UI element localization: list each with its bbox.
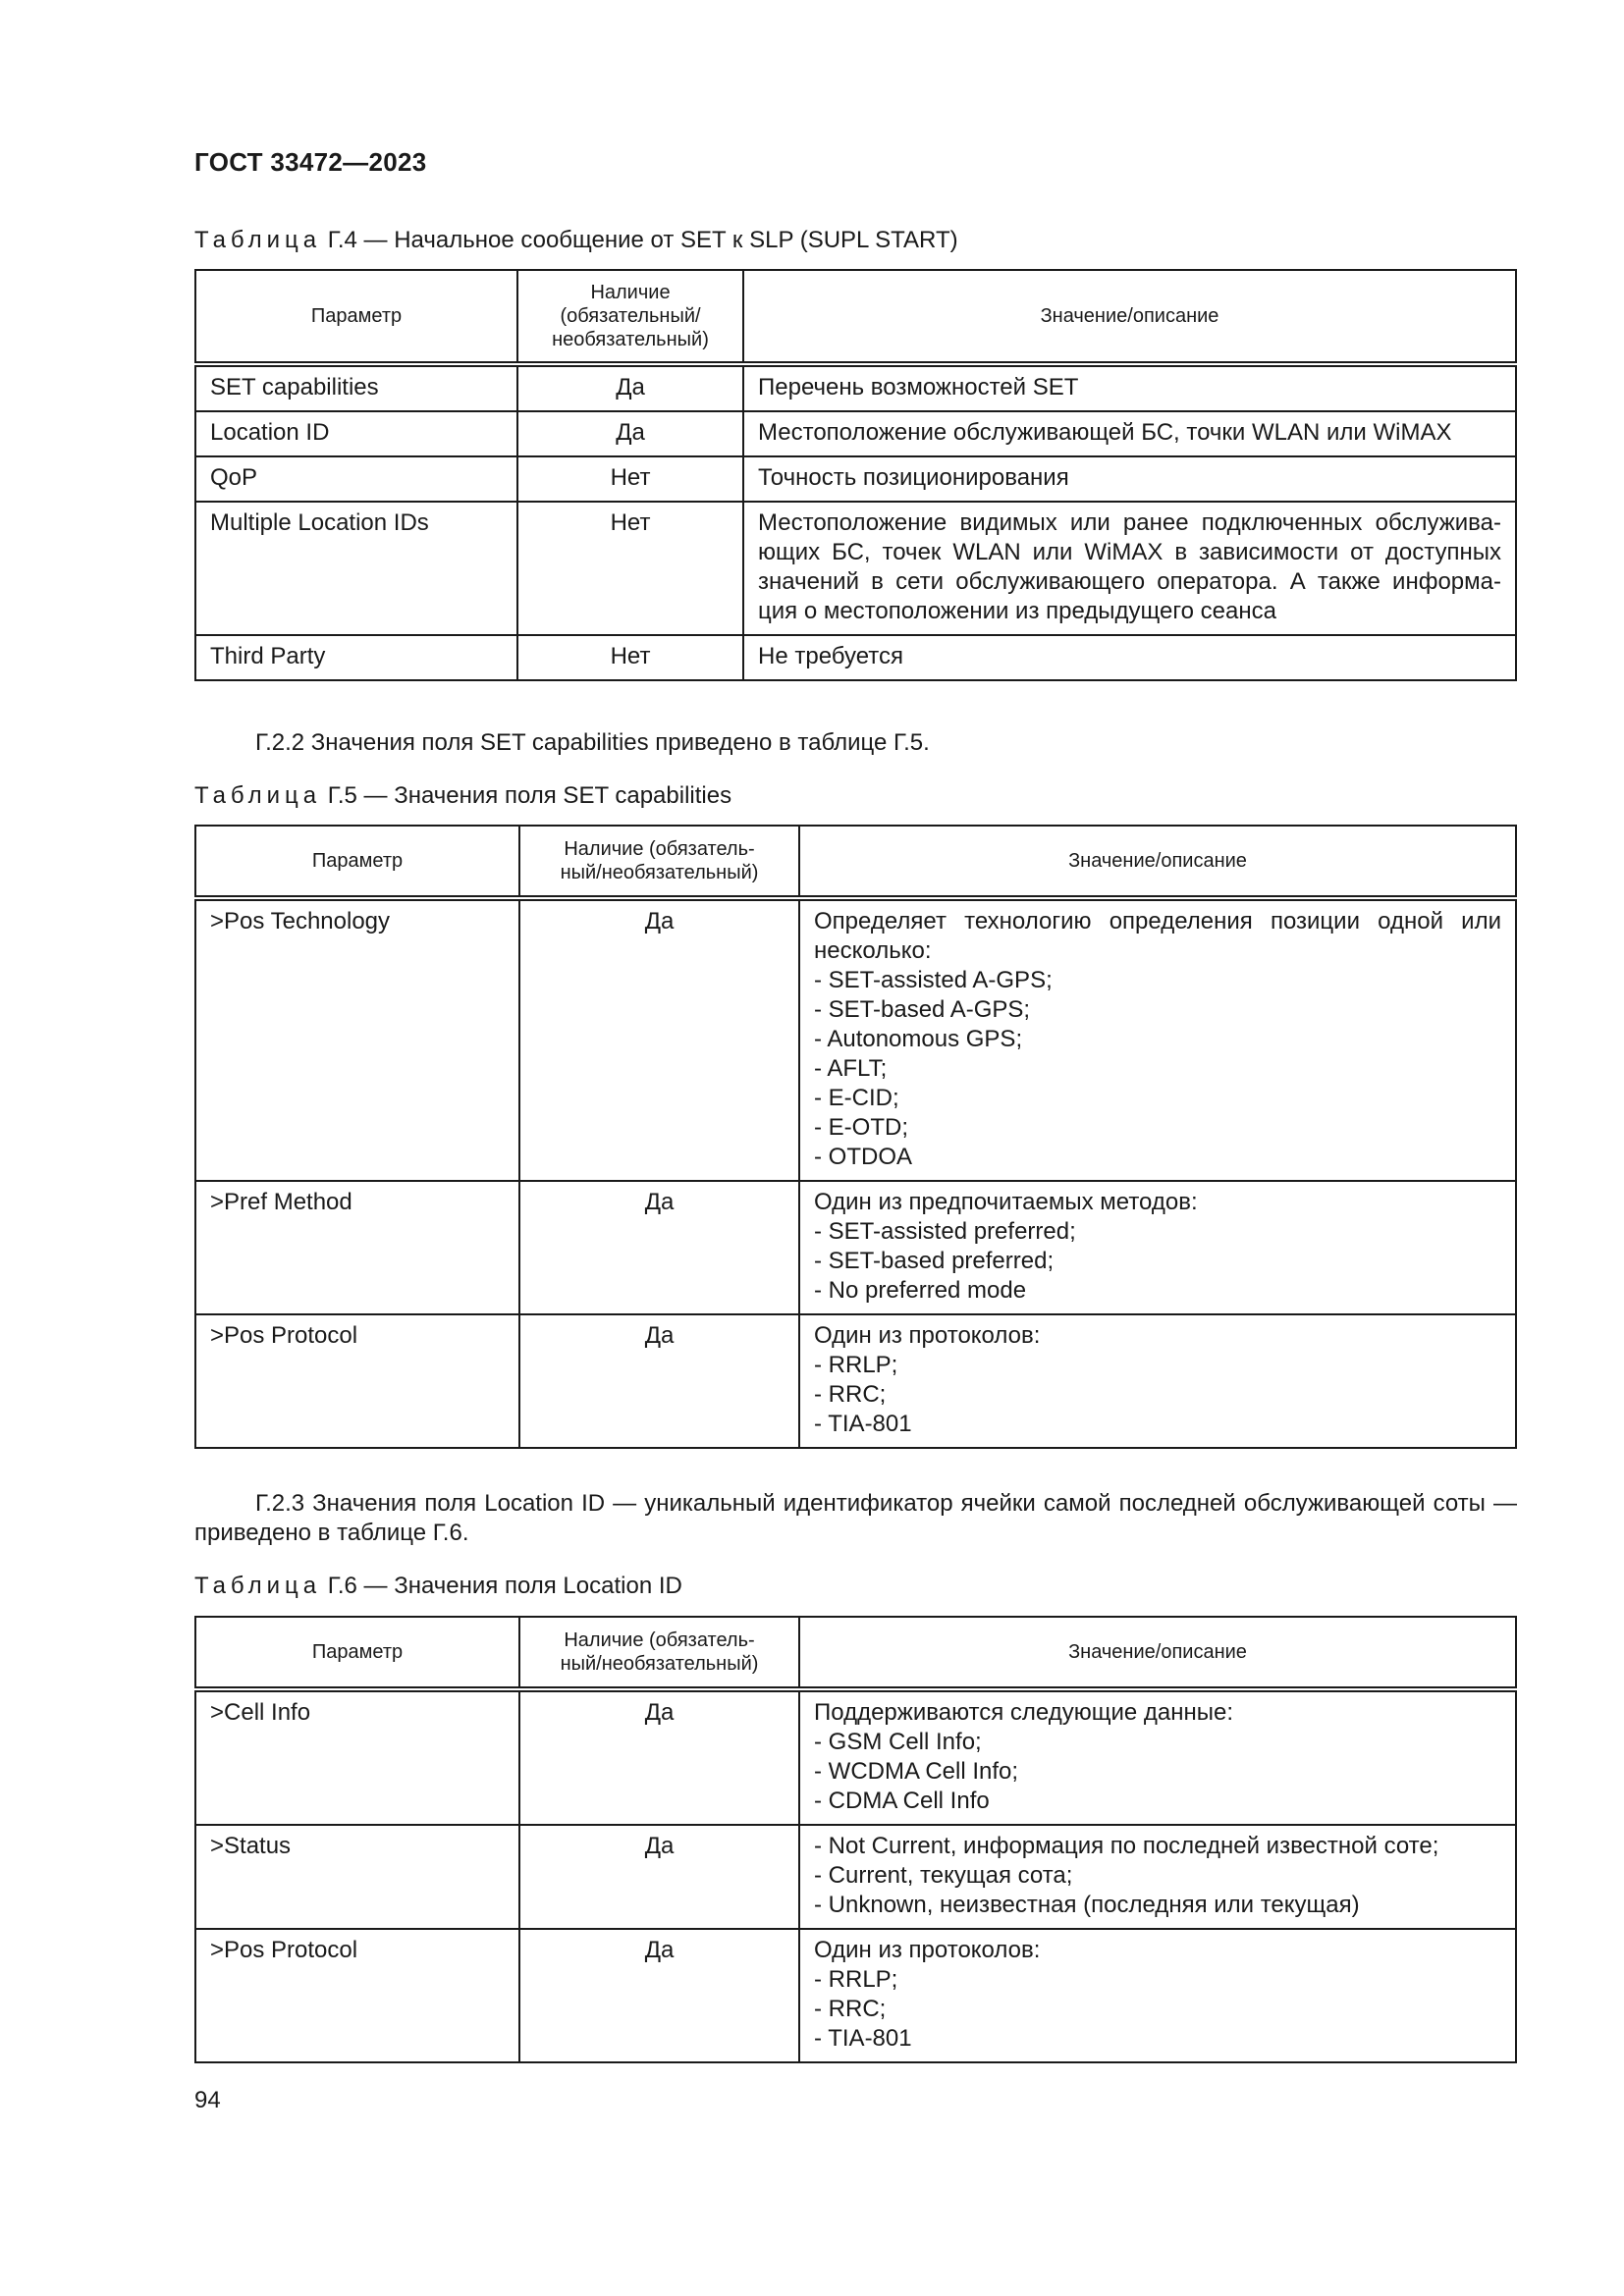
description-cell: Точность позиционирования (743, 456, 1516, 502)
header-parameter: Параметр (195, 826, 519, 898)
document-code-header: ГОСТ 33472—2023 (194, 147, 427, 177)
table-row (195, 364, 1516, 411)
table-g4 (194, 269, 1517, 681)
description-cell: Один из предпочитаемых методов: - SET-assisted preferred; - SET-based preferred; - No preferred mode (799, 1181, 1516, 1314)
param-cell: >Pos Technology (195, 898, 519, 1181)
table-header-row (195, 1617, 1516, 1689)
description-cell: Перечень возможностей SET (743, 364, 1516, 411)
table-g5 (194, 825, 1517, 1449)
table-g6 (194, 1616, 1517, 2063)
header-value-description: Значение/описание (743, 270, 1516, 364)
table-row (195, 1929, 1516, 2062)
caption-text: Г.5 — Значения поля SET capabilities (327, 782, 732, 809)
header-parameter: Параметр (195, 1617, 519, 1689)
param-cell: >Cell Info (195, 1689, 519, 1825)
caption-text: Г.4 — Начальное сообщение от SET к SLP (SUPL START) (327, 227, 958, 253)
description-cell: Один из протоколов: - RRLP; - RRC; - TIA-801 (799, 1929, 1516, 2062)
table-g6-caption (194, 1573, 682, 1600)
header-parameter: Параметр (195, 270, 517, 364)
header-value-description: Значение/описание (799, 826, 1516, 898)
paragraph-g23: Г.2.3 Значения поля Location ID — уникальный идентификатор ячейки самой последней обслуживающей соты — приведено в таблице Г.6. (194, 1490, 1517, 1546)
param-cell: >Pos Protocol (195, 1929, 519, 2062)
header-presence: Наличие (обязатель- ный/необязательный) (519, 826, 799, 898)
presence-cell: Да (519, 1825, 799, 1929)
page-number: 94 (194, 2087, 221, 2113)
presence-cell: Нет (517, 502, 743, 635)
table-g5-caption (194, 782, 731, 810)
description-cell: Один из протоколов: - RRLP; - RRC; - TIA-801 (799, 1314, 1516, 1448)
table-row (195, 411, 1516, 456)
param-cell: >Status (195, 1825, 519, 1929)
table-row (195, 635, 1516, 680)
table-row (195, 1689, 1516, 1825)
presence-cell: Да (519, 1689, 799, 1825)
presence-cell: Да (517, 364, 743, 411)
table-row (195, 898, 1516, 1181)
param-cell: Multiple Location IDs (195, 502, 517, 635)
description-cell: Не требуется (743, 635, 1516, 680)
caption-word: Таблица (194, 227, 322, 253)
caption-word: Таблица (194, 782, 322, 809)
description-cell: - Not Current, информация по последней известной соте; - Current, текущая сота; - Unknown, неизвестная (последняя или текущая) (799, 1825, 1516, 1929)
table-row (195, 1314, 1516, 1448)
presence-cell: Да (519, 1314, 799, 1448)
presence-cell: Да (519, 898, 799, 1181)
description-cell: Определяет технологию определения позиции одной или несколько: - SET-assisted A-GPS; - SET-based A-GPS; - Autonomous GPS; - AFLT; - E-CID; - E-OTD; - OTDOA (799, 898, 1516, 1181)
param-cell: QoP (195, 456, 517, 502)
presence-cell: Нет (517, 635, 743, 680)
table-row (195, 1825, 1516, 1929)
table-row (195, 502, 1516, 635)
param-cell: Location ID (195, 411, 517, 456)
param-cell: >Pos Protocol (195, 1314, 519, 1448)
header-presence: Наличие (обязательный/ необязательный) (517, 270, 743, 364)
presence-cell: Да (519, 1181, 799, 1314)
header-value-description: Значение/описание (799, 1617, 1516, 1689)
presence-cell: Да (519, 1929, 799, 2062)
description-cell: Местоположение видимых или ранее подключенных обслужива-ющих БС, точек WLAN или WiMAX в зависимости от доступных значений в сети обслуживающего оператора. А также информа-ция о местоположении из предыдущего сеанса (743, 502, 1516, 635)
description-cell: Местоположение обслуживающей БС, точки WLAN или WiMAX (743, 411, 1516, 456)
param-cell: Third Party (195, 635, 517, 680)
table-header-row (195, 826, 1516, 898)
table-row (195, 456, 1516, 502)
description-cell: Поддерживаются следующие данные: - GSM Cell Info; - WCDMA Cell Info; - CDMA Cell Info (799, 1689, 1516, 1825)
header-presence: Наличие (обязатель- ный/необязательный) (519, 1617, 799, 1689)
paragraph-g22: Г.2.2 Значения поля SET capabilities приведено в таблице Г.5. (255, 729, 930, 756)
table-g4-caption (194, 227, 958, 254)
caption-word: Таблица (194, 1573, 322, 1599)
presence-cell: Нет (517, 456, 743, 502)
param-cell: >Pref Method (195, 1181, 519, 1314)
table-header-row (195, 270, 1516, 364)
table-row (195, 1181, 1516, 1314)
caption-text: Г.6 — Значения поля Location ID (327, 1573, 682, 1599)
presence-cell: Да (517, 411, 743, 456)
param-cell: SET capabilities (195, 364, 517, 411)
